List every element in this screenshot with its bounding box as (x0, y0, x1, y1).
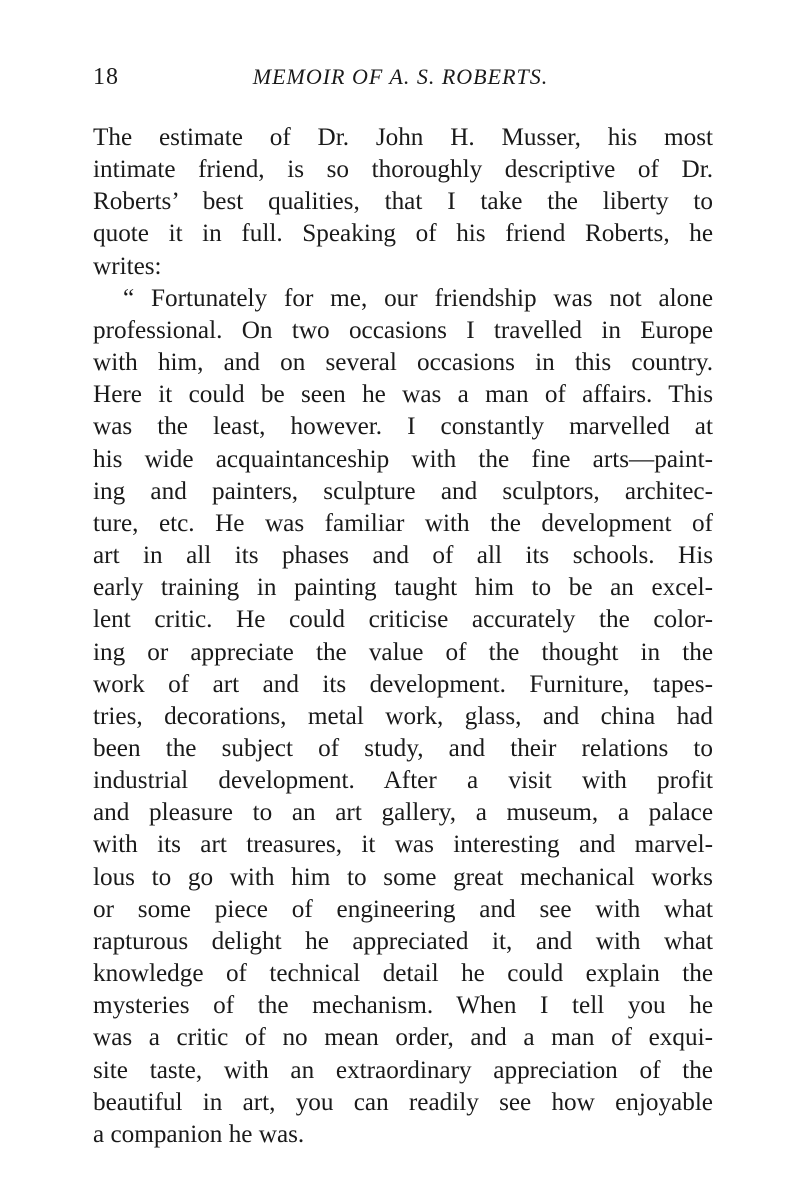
text-line: The estimate of Dr. John H. Musser, his most (93, 124, 713, 151)
text-line: mysteries of the mechanism. When I tell you he (93, 992, 713, 1020)
text-line: Here it could be seen he was a man of affairs. This (93, 381, 713, 409)
text-line: lent critic. He could criticise accurately the color- (93, 606, 713, 634)
text-line: rapturous delight he appreciated it, and with what (93, 927, 713, 955)
text-line: Roberts’ best qualities, that I take the liberty to (93, 188, 713, 216)
text-line: writes: (93, 252, 162, 280)
text-line: professional. On two occasions I travelled in Europe (93, 316, 713, 344)
text-line: industrial development. After a visit with profit (93, 767, 713, 795)
text-line: art in all its phases and of all its schools. His (93, 542, 713, 570)
text-line: intimate friend, is so thoroughly descriptive of Dr. (93, 156, 713, 184)
page-number: 18 (93, 64, 119, 90)
text-line: quote it in full. Speaking of his friend Roberts, he (93, 220, 713, 248)
text-line: beautiful in art, you can readily see how enjoyable (93, 1088, 713, 1116)
running-head: MEMOIR OF A. S. ROBERTS. (252, 64, 549, 89)
text-line: with him, and on several occasions in this country. (93, 349, 713, 377)
text-line: ing and painters, sculpture and sculptors, architec- (93, 477, 713, 505)
page-header (0, 64, 801, 94)
text-line: and pleasure to an art gallery, a museum, a palace (93, 799, 713, 827)
text-line: was the least, however. I constantly marvelled at (93, 413, 713, 441)
text-line: ing or appreciate the value of the thought in the (93, 638, 713, 666)
text-line: lous to go with him to some great mechanical works (93, 863, 713, 891)
text-line: ture, etc. He was familiar with the development of (93, 509, 713, 537)
text-line: or some piece of engineering and see with what (93, 895, 713, 923)
body-text (93, 122, 713, 1151)
text-line: tries, decorations, metal work, glass, and china had (93, 702, 713, 730)
text-line: knowledge of technical detail he could explain the (93, 960, 713, 988)
text-line: been the subject of study, and their relations to (93, 734, 713, 762)
text-line: site taste, with an extraordinary appreciation of the (93, 1056, 713, 1084)
text-line: early training in painting taught him to be an excel- (93, 574, 713, 602)
text-line: “ Fortunately for me, our friendship was not alone (123, 284, 713, 312)
paragraph (93, 283, 713, 1151)
text-line: his wide acquaintanceship with the fine arts—paint- (93, 445, 713, 473)
text-line: work of art and its development. Furniture, tapes- (93, 670, 713, 698)
text-line: with its art treasures, it was interesting and marvel- (93, 831, 713, 859)
paragraph (93, 122, 713, 283)
text-line: a companion he was. (93, 1120, 305, 1148)
text-line: was a critic of no mean order, and a man of exqui- (93, 1024, 713, 1052)
